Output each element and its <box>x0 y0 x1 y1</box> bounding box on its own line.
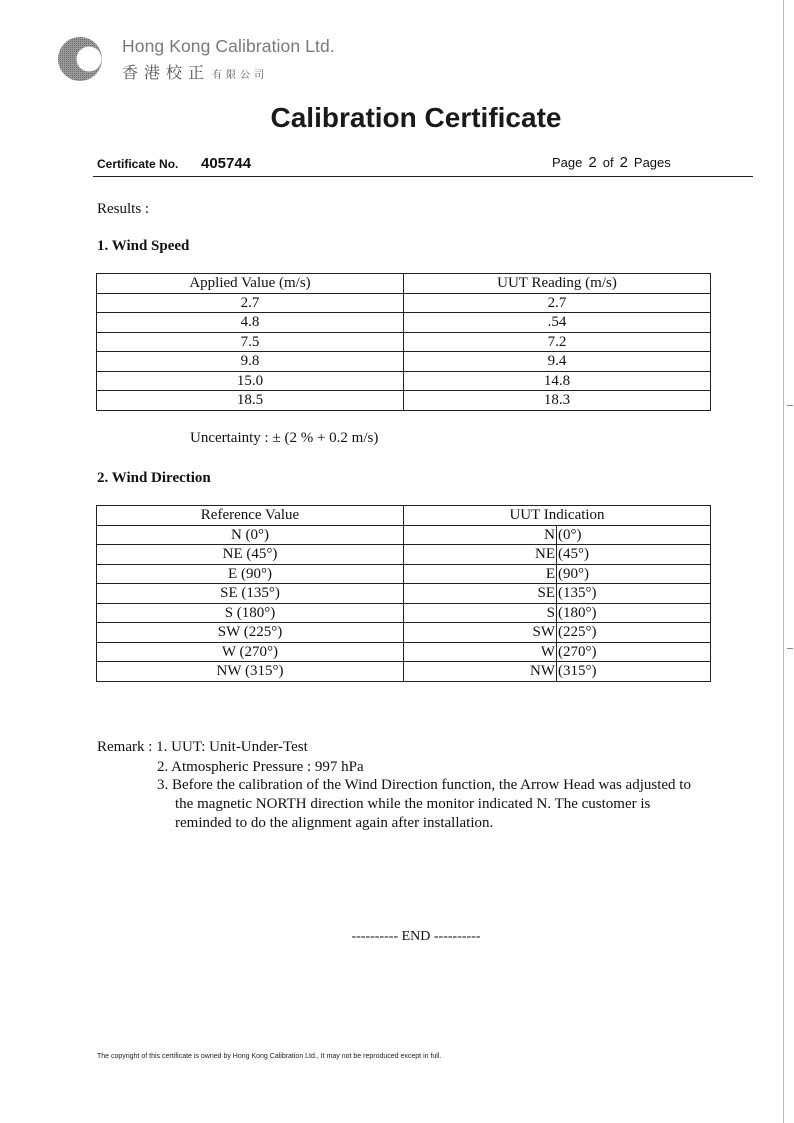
company-name-zh <box>122 60 268 83</box>
table-row <box>97 391 711 411</box>
certificate-number-label: Certificate No. <box>97 157 179 171</box>
uut-direction-cell: NW <box>404 662 557 682</box>
reference-value-cell: NW (315°) <box>97 662 404 682</box>
page-of-label: of <box>602 155 614 170</box>
company-name-zh-suffix: 有限公司 <box>212 70 269 81</box>
table-row <box>97 662 711 682</box>
uut-reading-cell: 2.7 <box>404 293 711 313</box>
uut-direction-cell: SW <box>404 623 557 643</box>
table-row <box>97 642 711 662</box>
reference-value-cell: W (270°) <box>97 642 404 662</box>
table-header-row <box>97 506 711 526</box>
uut-direction-cell: W <box>404 642 557 662</box>
uut-degree-cell: (270°) <box>557 642 711 662</box>
applied-value-cell: 18.5 <box>97 391 404 411</box>
certificate-number: 405744 <box>201 155 252 172</box>
uut-reading-cell: 14.8 <box>404 371 711 391</box>
table-row <box>97 564 711 584</box>
remark-line-3-end: reminded to do the alignment again after installation. <box>175 815 494 831</box>
table-row <box>97 313 711 333</box>
end-marker: ---------- END ---------- <box>351 929 481 944</box>
reference-value-cell: SE (135°) <box>97 584 404 604</box>
uut-direction-cell: SE <box>404 584 557 604</box>
company-name-en: Hong Kong Calibration Ltd. <box>122 36 335 56</box>
table-row <box>97 352 711 372</box>
reference-value-cell: N (0°) <box>97 525 404 545</box>
page-edge-line <box>783 0 784 1123</box>
applied-value-cell: 2.7 <box>97 293 404 313</box>
table-row <box>97 603 711 623</box>
wind-speed-heading: 1. Wind Speed <box>97 238 190 254</box>
reference-value-cell: E (90°) <box>97 564 404 584</box>
table-row <box>97 623 711 643</box>
uut-direction-cell: S <box>404 603 557 623</box>
table-row <box>97 371 711 391</box>
uut-degree-cell: (0°) <box>557 525 711 545</box>
remark-line-3-continued: the magnetic NORTH direction while the monitor indicated N. The customer is <box>175 796 651 812</box>
uut-degree-cell: (225°) <box>557 623 711 643</box>
remark-line-2: 2. Atmospheric Pressure : 997 hPa <box>157 759 364 775</box>
company-name-zh-main: 香港校正 <box>122 63 211 82</box>
uut-reading-cell: .54 <box>404 313 711 333</box>
uut-direction-cell: E <box>404 564 557 584</box>
column-header-applied-value: Applied Value (m/s) <box>97 274 404 294</box>
uut-reading-cell: 9.4 <box>404 352 711 372</box>
uut-degree-cell: (315°) <box>557 662 711 682</box>
uut-degree-cell: (180°) <box>557 603 711 623</box>
uncertainty-statement: Uncertainty : ± (2 % + 0.2 m/s) <box>190 430 379 446</box>
reference-value-cell: NE (45°) <box>97 545 404 565</box>
edge-tick-mark <box>787 405 793 406</box>
copyright-footer: The copyright of this certificate is owned by Hong Kong Calibration Ltd., It may not be reproduced except in full. <box>97 1053 442 1060</box>
uut-degree-cell: (135°) <box>557 584 711 604</box>
column-header-uut-reading: UUT Reading (m/s) <box>404 274 711 294</box>
page-current: 2 <box>588 154 597 171</box>
uut-degree-cell: (45°) <box>557 545 711 565</box>
table-row <box>97 545 711 565</box>
reference-value-cell: S (180°) <box>97 603 404 623</box>
uut-reading-cell: 18.3 <box>404 391 711 411</box>
header-divider <box>93 176 753 177</box>
applied-value-cell: 9.8 <box>97 352 404 372</box>
uut-direction-cell: NE <box>404 545 557 565</box>
results-label: Results : <box>97 201 150 217</box>
uut-degree-cell: (90°) <box>557 564 711 584</box>
document-title: Calibration Certificate <box>270 102 562 133</box>
page-total: 2 <box>619 154 628 171</box>
remark-line-1: Remark : 1. UUT: Unit-Under-Test <box>97 739 308 755</box>
wind-direction-table <box>96 505 711 682</box>
remark-line-3: 3. Before the calibration of the Wind Direction function, the Arrow Head was adjusted to <box>157 777 691 793</box>
applied-value-cell: 15.0 <box>97 371 404 391</box>
wind-direction-heading: 2. Wind Direction <box>97 470 211 486</box>
page-indicator <box>552 154 671 171</box>
edge-tick-mark <box>787 648 793 649</box>
applied-value-cell: 7.5 <box>97 332 404 352</box>
column-header-uut-indication: UUT Indication <box>404 506 711 526</box>
pages-label: Pages <box>633 155 671 170</box>
page-label: Page <box>552 155 583 170</box>
wind-speed-table <box>96 273 711 411</box>
table-row <box>97 293 711 313</box>
column-header-reference-value: Reference Value <box>97 506 404 526</box>
uut-direction-cell: N <box>404 525 557 545</box>
table-header-row <box>97 274 711 294</box>
table-row <box>97 525 711 545</box>
table-row <box>97 332 711 352</box>
applied-value-cell: 4.8 <box>97 313 404 333</box>
table-row <box>97 584 711 604</box>
crescent-logo-icon <box>56 35 104 83</box>
reference-value-cell: SW (225°) <box>97 623 404 643</box>
uut-reading-cell: 7.2 <box>404 332 711 352</box>
